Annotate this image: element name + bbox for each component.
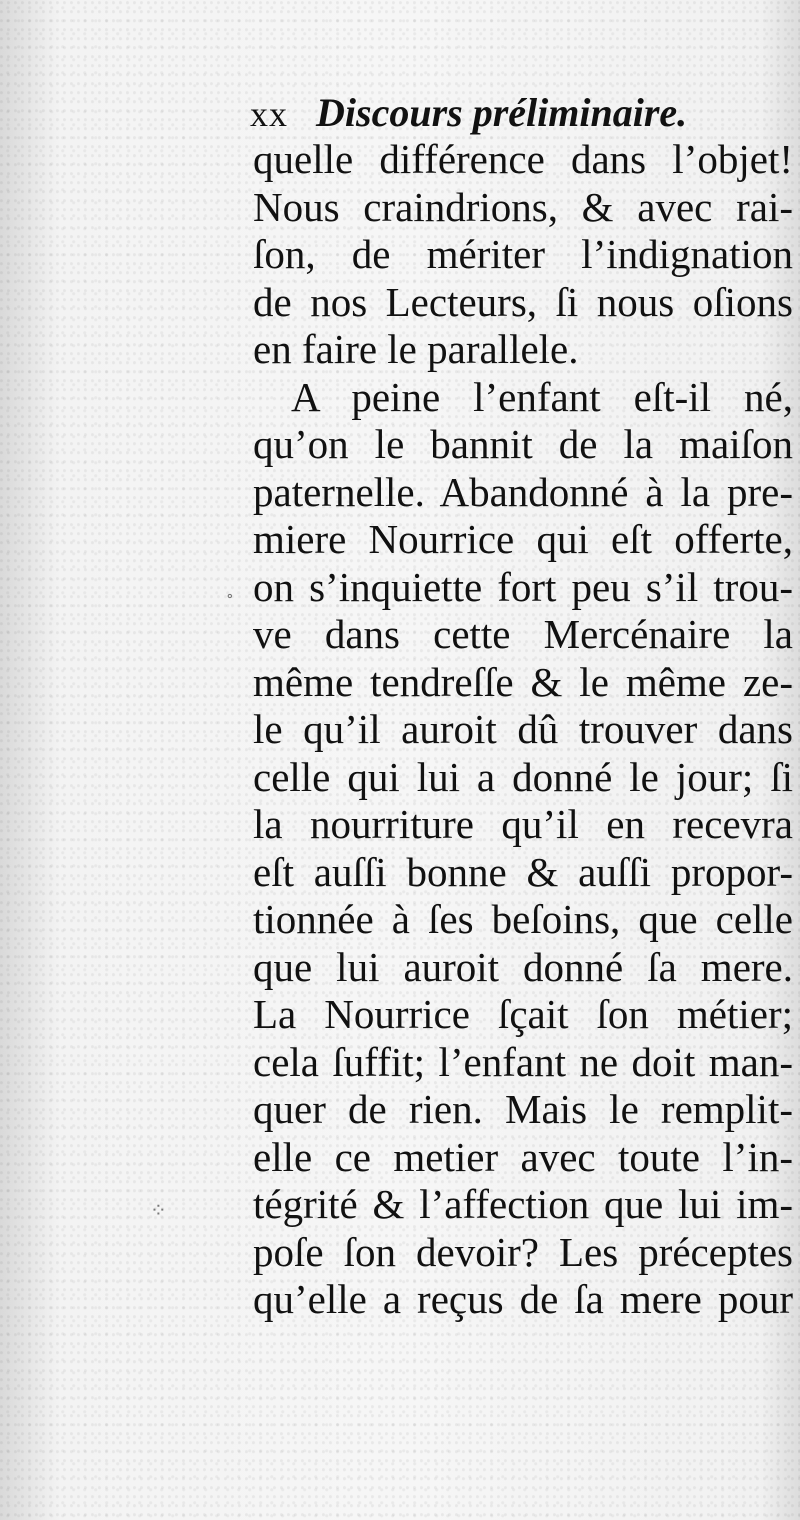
text-line: eſt auſſi bonne & auſſi propor- — [253, 848, 793, 895]
text-line: en faire le parallele. — [253, 326, 579, 372]
text-line: elle ce metier avec toute l’in- — [253, 1133, 793, 1180]
text-line: La Nourrice ſçait ſon métier; — [253, 991, 793, 1037]
text-line: tégrité & l’affection que lui im- — [253, 1181, 793, 1227]
text-line: que lui auroit donné ſa mere. — [253, 943, 793, 990]
text-line: qu’elle a reçus de ſa mere pour — [253, 1276, 793, 1322]
text-line: poſe ſon devoir? Les préceptes — [253, 1228, 793, 1275]
text-line: ve dans cette Mercénaire la — [253, 611, 793, 657]
paragraph-start-line: A peine l’enfant eſt-il né, — [291, 373, 793, 420]
running-head — [250, 88, 770, 136]
ink-blot-mark: ⁘ — [150, 1200, 167, 1222]
text-line: même tendreſſe & le même ze- — [253, 658, 793, 705]
text-line: celle qui lui a donné le jour; ſi — [253, 753, 793, 800]
running-title: Discours préliminaire. — [316, 90, 688, 135]
text-line: on s’inquiette fort peu s’il trou- — [253, 563, 793, 610]
body-text — [253, 136, 793, 1324]
text-line: paternelle. Abandonné à la pre- — [253, 468, 793, 515]
text-line: quelle différence dans l’objet! — [253, 136, 793, 182]
margin-mark: ∘ — [226, 588, 234, 605]
text-line: le qu’il auroit dû trouver dans — [253, 706, 793, 752]
text-line: la nourriture qu’il en recevra — [253, 801, 793, 847]
text-line: quer de rien. Mais le remplit- — [253, 1086, 793, 1132]
text-line: ſon, de mériter l’indignation — [253, 231, 793, 277]
text-line: Nous craindrions, & avec rai- — [253, 183, 793, 230]
text-line: tionnée à ſes beſoins, que celle — [253, 896, 793, 942]
text-line: qu’on le bannit de la maiſon — [253, 421, 793, 467]
page-number: xx — [250, 94, 288, 134]
text-line: de nos Lecteurs, ſi nous oſions — [253, 278, 793, 325]
text-line: cela ſuffit; l’enfant ne doit man- — [253, 1038, 793, 1085]
text-line: miere Nourrice qui eſt offerte, — [253, 516, 793, 562]
